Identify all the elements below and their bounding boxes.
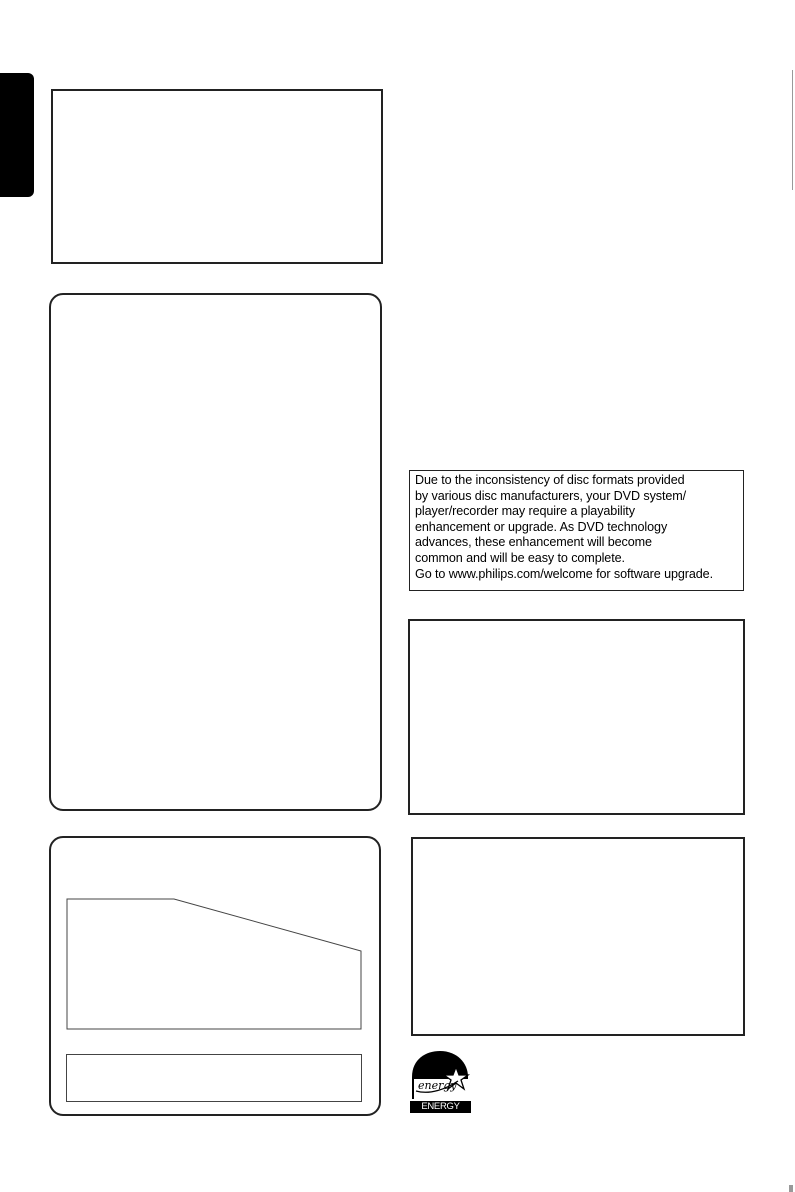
energy-star-logo xyxy=(410,1049,471,1124)
right-box-2 xyxy=(411,837,745,1036)
energy-star-caption: ENERGY STAR xyxy=(410,1101,471,1113)
top-left-box xyxy=(51,89,383,264)
edge-mark-bottom xyxy=(789,1185,793,1192)
middle-left-rounded-box xyxy=(49,293,382,811)
edge-mark-top xyxy=(792,70,793,190)
energy-script-text: energy xyxy=(418,1079,457,1092)
upgrade-notice: Due to the inconsistency of disc formats provided by various disc manufacturers, your DVD system/ player/recorder may require a playability enhancement or upgrade. As DVD technology advances, these enhancement will become common and will be easy to complete. Go to www.philips.com/welcome for software upgrade. xyxy=(409,470,744,591)
right-box-1 xyxy=(408,619,745,815)
energy-star-icon xyxy=(410,1049,471,1101)
label-small-box xyxy=(66,1054,362,1102)
language-tab xyxy=(0,73,34,197)
label-shape xyxy=(60,892,370,1037)
